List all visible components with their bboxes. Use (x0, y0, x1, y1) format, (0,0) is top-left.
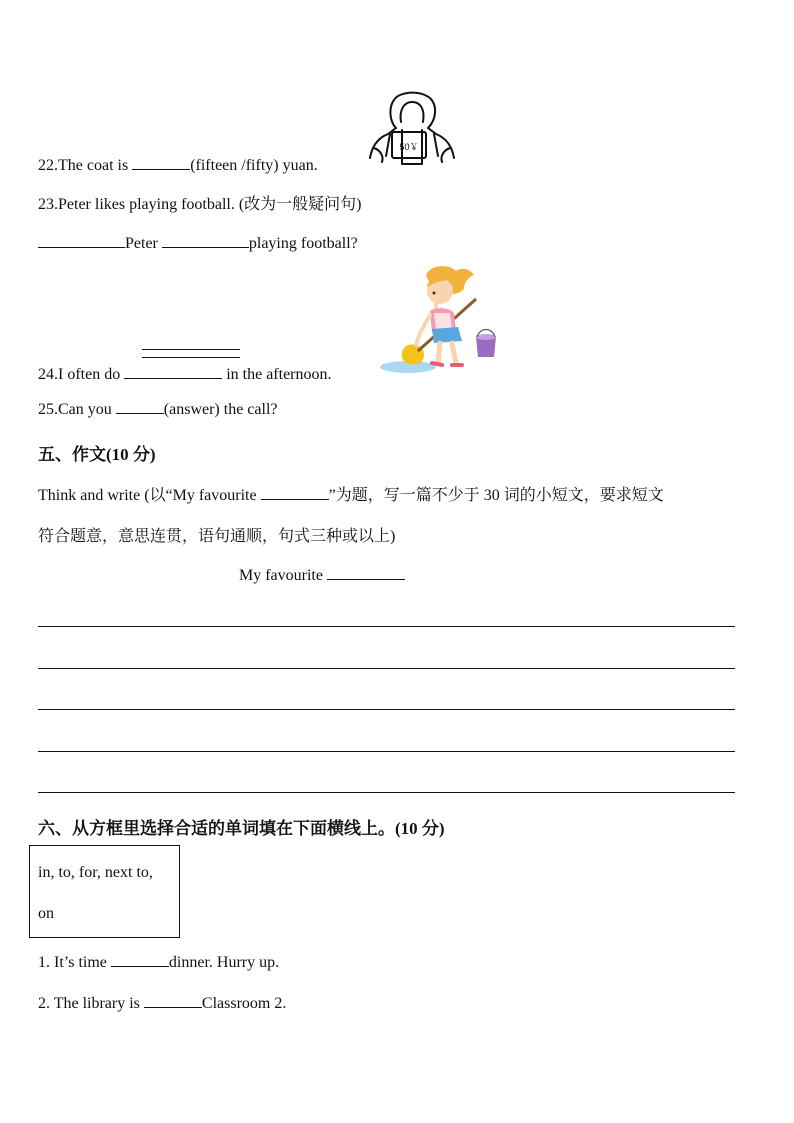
q22-blank[interactable] (132, 155, 190, 170)
composition-instruction-line-2: 符合题意，意思连贯，语句通顺，句式三种或以上) (38, 528, 396, 545)
composition-title-prefix: My favourite (239, 567, 323, 584)
question-23 (38, 191, 362, 214)
q23-answer-end: playing football? (248, 235, 358, 252)
question-24 (38, 364, 332, 384)
q24-line-2 (142, 357, 240, 358)
section-5-title: 五、作文(10 分) (38, 445, 156, 464)
s2-prefix: 2. The library is (38, 995, 140, 1012)
writing-line-5[interactable] (38, 792, 735, 793)
composition-instruction-line-1 (38, 482, 664, 505)
question-22 (38, 155, 318, 175)
composition-prefix: Think and write (以“My favourite (38, 487, 257, 504)
s1-blank[interactable] (111, 952, 169, 967)
q23-text: 23.Peter likes playing football. (改为一般疑问句) (38, 196, 362, 213)
word-box (29, 845, 180, 938)
q23-blank-2[interactable] (162, 233, 249, 248)
question-25 (38, 399, 278, 419)
composition-suffix: ”为题，写一篇不少于 30 词的小短文，要求短文 (328, 487, 664, 504)
word-box-line-2: on (38, 905, 54, 922)
writing-line-1[interactable] (38, 626, 735, 627)
composition-blank[interactable] (261, 485, 329, 500)
s1-suffix: dinner. Hurry up. (168, 954, 280, 971)
sentence-1 (38, 952, 279, 972)
coat-illustration (366, 90, 456, 170)
sentence-2 (38, 993, 286, 1013)
writing-line-3[interactable] (38, 709, 735, 710)
s1-prefix: 1. It’s time (38, 954, 107, 971)
composition-title (239, 565, 405, 585)
q24-blank[interactable] (124, 364, 222, 379)
q23-answer-mid: Peter (125, 235, 158, 252)
writing-line-4[interactable] (38, 751, 735, 752)
girl-mopping-illustration (378, 263, 504, 378)
word-box-line-1: in, to, for, next to, (38, 864, 153, 881)
q24-line-1 (142, 349, 240, 350)
s2-suffix: Classroom 2. (201, 995, 287, 1012)
s2-blank[interactable] (144, 993, 202, 1008)
q25-blank[interactable] (116, 399, 164, 414)
q24-prefix: 24.I often do (38, 366, 121, 383)
q22-prefix: 22.The coat is (38, 157, 129, 174)
q24-suffix: in the afternoon. (226, 366, 332, 383)
price-tag-text: 50￥ (399, 142, 419, 152)
q22-suffix: (fifteen /fifty) yuan. (190, 157, 318, 174)
q25-prefix: 25.Can you (38, 401, 112, 418)
section-6-title: 六、从方框里选择合适的单词填在下面横线上。(10 分) (38, 819, 445, 838)
q25-suffix: (answer) the call? (163, 401, 278, 418)
composition-title-blank[interactable] (327, 565, 405, 580)
q23-blank-1[interactable] (38, 233, 125, 248)
writing-line-2[interactable] (38, 668, 735, 669)
question-23-answer (38, 233, 358, 253)
